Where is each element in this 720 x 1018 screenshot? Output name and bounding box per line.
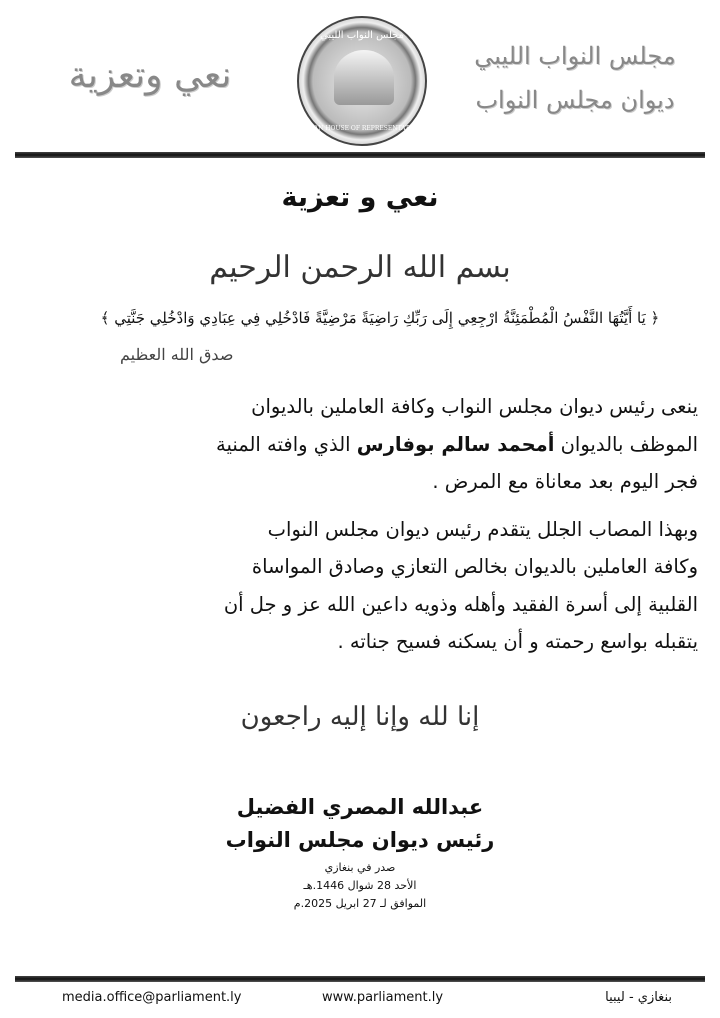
signatory-name: عبدالله المصري الفضيل [236,794,484,819]
body-line: يتقبله بواسع رحمته و أن يسكنه فسيح جناته . [337,630,698,653]
body-line: وبهذا المصاب الجلل يتقدم رئيس ديوان مجلس النواب [267,517,698,541]
body-line: فجر اليوم بعد معاناة مع المرض . [432,470,698,493]
logo-dome-icon [334,50,394,105]
issued-info [210,859,510,913]
header-title-calligraphy: نعي وتعزية [68,55,232,96]
org-name-line1: مجلس النواب الليبي [474,42,676,70]
footer-email[interactable]: media.office@parliament.ly [62,990,242,1005]
condolence-body [88,388,698,661]
signatory-position: رئيس ديوان مجلس النواب [225,827,495,852]
page-title: نعي و تعزية [281,182,439,213]
quran-verse: ﴿ يَا أَيَّتُهَا النَّفْسُ الْمُطْمَئِنَّةُ ارْجِعِي إِلَى رَبِّكِ رَاضِيَةً مَرْضِيَّةً فَادْخُلِي فِي عِبَادِي وَادْخُلِي جَنَّتِي ﴾ [100,309,660,327]
issued-hijri-date: الأحد 28 شوال 1446.هـ [303,878,417,892]
footer-website[interactable]: www.parliament.ly [322,990,444,1005]
parliament-logo [297,16,427,146]
issued-gregorian-date: الموافق لـ 27 ابريل 2025.م [293,896,427,910]
body-text: الذي وافته المنية [215,432,357,456]
body-line [88,426,698,464]
letter-content [0,180,720,913]
footer-divider [15,976,705,982]
sadaq-row [0,342,720,368]
header-divider [15,152,705,158]
inna-lillah: إنا لله وإنا إليه راجعون [240,701,480,732]
deceased-name: أمحمد سالم بوفارس [356,432,555,456]
body-line: ينعى رئيس ديوان مجلس النواب وكافة العاملين بالديوان [251,395,698,418]
org-name-line2: ديوان مجلس النواب [475,86,675,114]
issued-place: صدر في بنغازي [324,860,396,874]
logo-text-ar: مجلس النواب الليبي [320,30,404,41]
basmala: بسم الله الرحمن الرحيم [209,250,511,285]
org-calligraphy [450,34,700,122]
body-line: القلبية إلى أسرة الفقيد وأهله وذويه داعين الله عز و جل أن [223,592,698,616]
body-line: وكافة العاملين بالديوان بخالص التعازي وصادق المواساة [251,555,698,578]
footer-location: بنغازي - ليبيا [605,990,672,1005]
body-text: الموظف بالديوان [554,432,698,456]
sadaq-allah: صدق الله العظيم [120,345,234,364]
logo-text-en: LIBYAN HOUSE OF REPRESENTATIVES [299,125,425,132]
